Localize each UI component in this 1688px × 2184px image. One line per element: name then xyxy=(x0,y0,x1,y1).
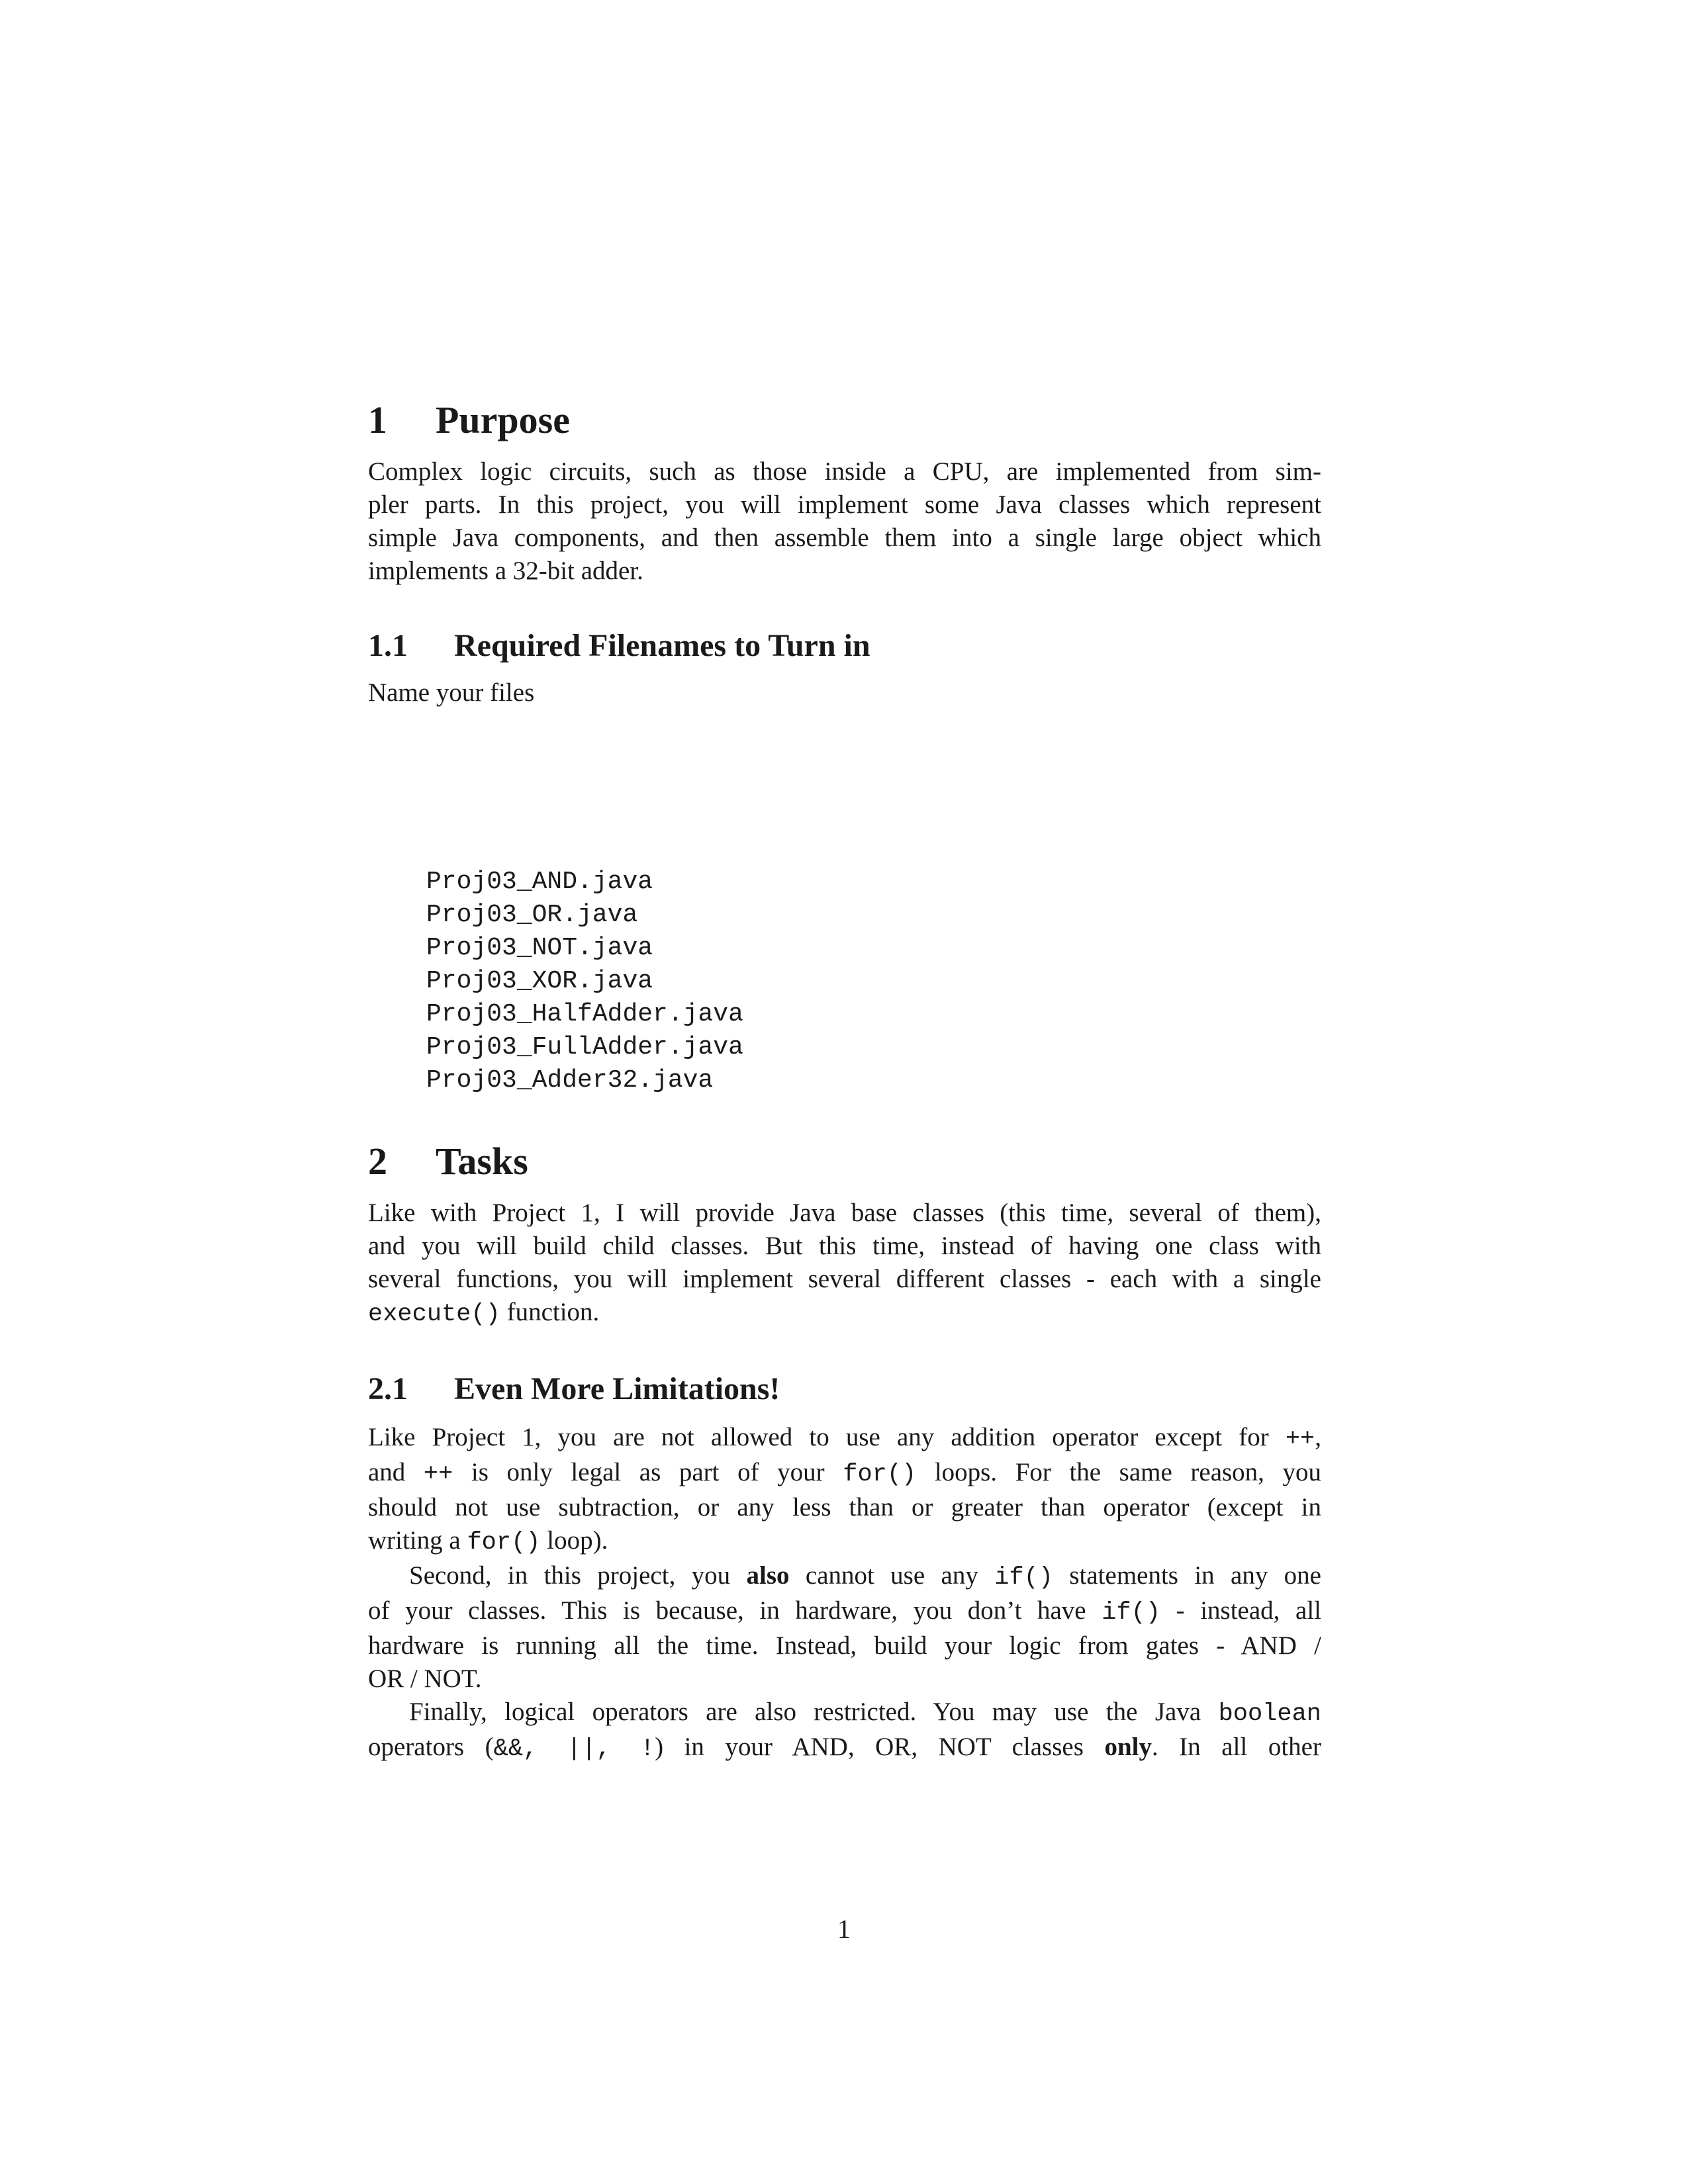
text-line: hardware is running all the time. Instead, build your logic from gates - AND / xyxy=(368,1631,1321,1660)
text-line: Finally, logical operators are also restricted. You may use the Java boolean xyxy=(409,1698,1321,1728)
list-item: Proj03_HalfAdder.java xyxy=(426,1000,743,1028)
inline-code: for() xyxy=(843,1461,917,1488)
inline-code: ++ xyxy=(1285,1426,1315,1453)
filenames-intro: Name your files xyxy=(368,678,535,707)
limitations-paragraph-3 xyxy=(368,1696,1321,1766)
list-item: Proj03_FullAdder.java xyxy=(426,1033,743,1062)
list-item: Proj03_XOR.java xyxy=(426,967,653,995)
section-title: Purpose xyxy=(436,398,570,441)
inline-code: &&, ||, ! xyxy=(493,1735,655,1763)
section-heading-tasks xyxy=(368,1138,1321,1185)
text-line: and you will build child classes. But this time, instead of having one class with xyxy=(368,1232,1321,1260)
text-line: implements a 32-bit adder. xyxy=(368,557,643,585)
subsection-number: 1.1 xyxy=(368,628,408,663)
text-line: simple Java components, and then assemble them into a single large object which xyxy=(368,523,1321,552)
filename-list xyxy=(368,866,1321,1097)
subsection-title: Required Filenames to Turn in xyxy=(454,628,870,663)
subsection-heading-filenames xyxy=(368,626,1321,666)
list-item: Proj03_NOT.java xyxy=(426,934,653,962)
section-title: Tasks xyxy=(436,1140,528,1183)
text-line: OR / NOT. xyxy=(368,1664,482,1693)
limitations-paragraph-1 xyxy=(368,1421,1321,1559)
section-number: 1 xyxy=(368,398,387,441)
text-line: Like with Project 1, I will provide Java base classes (this time, several of them), xyxy=(368,1199,1321,1227)
text-line: execute() function. xyxy=(368,1298,600,1328)
text-line: several functions, you will implement several different classes - each with a single xyxy=(368,1265,1321,1293)
text-line: Like Project 1, you are not allowed to use any addition operator except for ++, xyxy=(368,1423,1321,1453)
text-line: writing a for() loop). xyxy=(368,1526,608,1557)
text-line: of your classes. This is because, in hardware, you don’t have if() - instead, all xyxy=(368,1596,1322,1627)
inline-code: if() xyxy=(1102,1599,1161,1627)
purpose-paragraph xyxy=(368,455,1321,588)
inline-code: boolean xyxy=(1218,1700,1321,1728)
text-line: pler parts. In this project, you will implement some Java classes which represent xyxy=(368,490,1321,519)
inline-code: if() xyxy=(994,1564,1054,1592)
list-item: Proj03_Adder32.java xyxy=(426,1066,714,1095)
subsection-heading-limitations xyxy=(368,1369,1321,1409)
bold-text: also xyxy=(746,1561,790,1590)
bold-text: only xyxy=(1104,1733,1152,1761)
list-item: Proj03_OR.java xyxy=(426,901,638,929)
inline-code: execute() xyxy=(368,1300,500,1328)
text-line: and ++ is only legal as part of your for() loops. For the same reason, you xyxy=(368,1458,1322,1488)
page-number: 1 xyxy=(837,1914,851,1944)
section-number: 2 xyxy=(368,1140,387,1183)
limitations-paragraph-2 xyxy=(368,1559,1321,1696)
subsection-number: 2.1 xyxy=(368,1371,408,1406)
inline-code: ++ xyxy=(423,1461,453,1488)
subsection-title: Even More Limitations! xyxy=(454,1371,780,1406)
text-line: Second, in this project, you also cannot use any if() statements in any one xyxy=(409,1561,1321,1592)
section-heading-purpose xyxy=(368,397,1321,443)
tasks-paragraph xyxy=(368,1197,1321,1331)
list-item: Proj03_AND.java xyxy=(426,868,653,896)
text-line: should not use subtraction, or any less than or greater than operator (except in xyxy=(368,1493,1321,1522)
text-line: operators (&&, ||, !) in your AND, OR, NOT classes only. In all other xyxy=(368,1733,1321,1763)
document-page xyxy=(368,397,1321,1766)
inline-code: for() xyxy=(467,1529,541,1557)
text-line: Complex logic circuits, such as those inside a CPU, are implemented from sim- xyxy=(368,457,1321,486)
